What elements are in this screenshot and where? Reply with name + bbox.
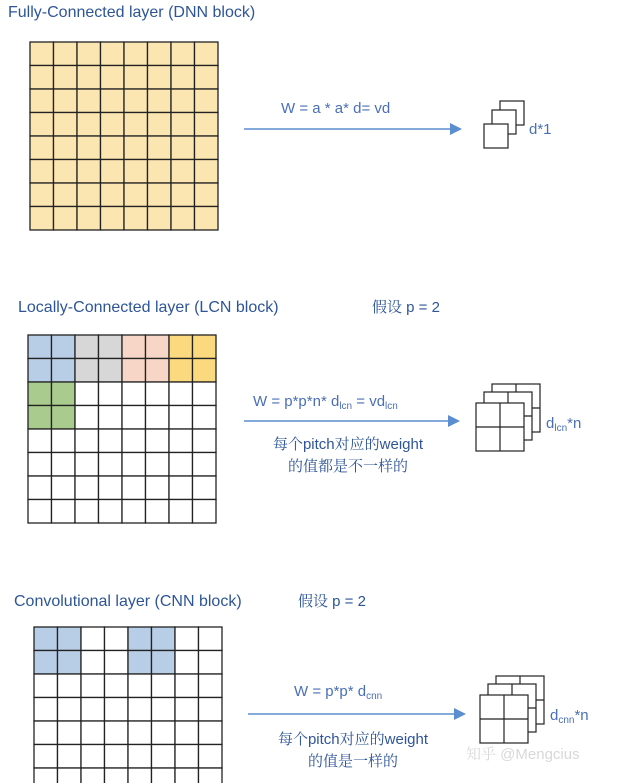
watermark: 知乎 @Mengcius — [466, 746, 580, 763]
grid-cell — [58, 698, 82, 722]
grid-cell — [152, 698, 176, 722]
grid-cell — [152, 674, 176, 698]
grid-cell — [122, 382, 146, 406]
grid-cell — [77, 66, 101, 90]
grid-cell — [101, 42, 125, 66]
grid-cell — [124, 160, 148, 184]
grid-cell — [122, 359, 146, 383]
grid-cell — [199, 698, 223, 722]
grid-cell — [28, 359, 52, 383]
grid-cell — [52, 500, 76, 524]
grid-cell — [99, 406, 123, 430]
grid-cell — [75, 500, 99, 524]
grid-cell — [54, 113, 78, 137]
grid-cell — [152, 745, 176, 769]
grid-cell — [75, 429, 99, 453]
grid-cell — [199, 745, 223, 769]
grid-cell — [169, 429, 193, 453]
grid-cell — [34, 768, 58, 783]
grid-cell — [128, 651, 152, 675]
grid-cell — [28, 429, 52, 453]
grid-cell — [81, 698, 105, 722]
grid-cell — [54, 89, 78, 113]
grid-cell — [34, 745, 58, 769]
grid-cell — [171, 160, 195, 184]
grid-cell — [28, 335, 52, 359]
grid-cell — [171, 207, 195, 231]
grid-cell — [105, 674, 129, 698]
grid-cell — [52, 476, 76, 500]
grid-cell — [52, 453, 76, 477]
lcn-layer-title: Locally-Connected layer (LCN block) — [18, 299, 279, 316]
cnn-stack-label: $d_{cnn}*n$ — [550, 707, 589, 726]
lcn-grid-cells — [28, 335, 216, 523]
grid-cell — [52, 382, 76, 406]
cnn-assumption: 假设 p = 2 — [298, 593, 366, 610]
grid-cell — [128, 745, 152, 769]
grid-cell — [171, 113, 195, 137]
fc-arrow-head — [450, 123, 462, 135]
grid-cell — [148, 89, 172, 113]
grid-cell — [193, 359, 217, 383]
grid-cell — [77, 160, 101, 184]
grid-cell — [171, 136, 195, 160]
grid-cell — [101, 207, 125, 231]
grid-cell — [169, 453, 193, 477]
grid-cell — [128, 698, 152, 722]
grid-cell — [52, 429, 76, 453]
grid-cell — [81, 627, 105, 651]
grid-cell — [81, 651, 105, 675]
grid-cell — [128, 721, 152, 745]
cnn-arrow-head — [454, 708, 466, 720]
grid-cell — [124, 66, 148, 90]
grid-cell — [193, 429, 217, 453]
grid-cell — [58, 674, 82, 698]
grid-cell — [101, 66, 125, 90]
lcn-note: 每个pitch对应的weight 的值都是不一样的 — [272, 436, 424, 475]
grid-cell — [146, 429, 170, 453]
grid-cell — [99, 429, 123, 453]
grid-cell — [75, 453, 99, 477]
grid-cell — [193, 406, 217, 430]
grid-cell — [58, 768, 82, 783]
grid-cell — [175, 698, 199, 722]
grid-cell — [99, 335, 123, 359]
grid-cell — [171, 89, 195, 113]
grid-cell — [105, 651, 129, 675]
grid-cell — [99, 476, 123, 500]
grid-cell — [54, 160, 78, 184]
grid-cell — [101, 183, 125, 207]
grid-cell — [124, 113, 148, 137]
grid-cell — [34, 698, 58, 722]
grid-cell — [169, 406, 193, 430]
grid-cell — [75, 476, 99, 500]
grid-cell — [199, 721, 223, 745]
grid-cell — [105, 745, 129, 769]
grid-cell — [148, 66, 172, 90]
grid-cell — [54, 136, 78, 160]
grid-cell — [152, 721, 176, 745]
grid-cell — [122, 335, 146, 359]
grid-cell — [28, 500, 52, 524]
grid-cell — [75, 335, 99, 359]
cnn-formula: W = p*p* $d_{cnn}$ — [294, 683, 383, 702]
grid-cell — [193, 453, 217, 477]
grid-cell — [169, 359, 193, 383]
fc-grid-cells — [30, 42, 218, 230]
grid-cell — [52, 406, 76, 430]
cnn-note: 每个pitch对应的weight 的值是一样的 — [277, 731, 429, 770]
grid-cell — [146, 335, 170, 359]
grid-cell — [99, 453, 123, 477]
grid-cell — [122, 406, 146, 430]
grid-cell — [54, 207, 78, 231]
grid-cell — [54, 42, 78, 66]
grid-cell — [81, 674, 105, 698]
grid-cell — [169, 382, 193, 406]
grid-cell — [30, 42, 54, 66]
grid-cell — [124, 42, 148, 66]
grid-cell — [148, 207, 172, 231]
grid-cell — [77, 42, 101, 66]
grid-cell — [30, 113, 54, 137]
grid-cell — [75, 359, 99, 383]
grid-cell — [101, 160, 125, 184]
grid-cell — [146, 476, 170, 500]
grid-cell — [77, 183, 101, 207]
grid-cell — [148, 160, 172, 184]
cnn-layer-title: Convolutional layer (CNN block) — [14, 593, 242, 610]
grid-cell — [128, 674, 152, 698]
grid-cell — [195, 89, 219, 113]
grid-cell — [30, 136, 54, 160]
grid-cell — [169, 476, 193, 500]
grid-cell — [199, 674, 223, 698]
grid-cell — [124, 89, 148, 113]
grid-cell — [101, 89, 125, 113]
grid-cell — [199, 768, 223, 783]
grid-cell — [34, 651, 58, 675]
grid-cell — [30, 183, 54, 207]
grid-cell — [105, 721, 129, 745]
grid-cell — [77, 113, 101, 137]
lcn-assumption: 假设 p = 2 — [372, 299, 440, 316]
grid-cell — [175, 674, 199, 698]
grid-cell — [122, 500, 146, 524]
grid-cell — [193, 500, 217, 524]
grid-cell — [34, 627, 58, 651]
grid-cell — [195, 160, 219, 184]
fc-layer-title: Fully-Connected layer (DNN block) — [8, 4, 256, 21]
grid-cell — [28, 406, 52, 430]
grid-cell — [30, 160, 54, 184]
grid-cell — [128, 768, 152, 783]
grid-cell — [101, 136, 125, 160]
grid-cell — [58, 651, 82, 675]
grid-cell — [54, 183, 78, 207]
grid-cell — [169, 500, 193, 524]
grid-cell — [195, 136, 219, 160]
grid-cell — [152, 627, 176, 651]
grid-cell — [105, 768, 129, 783]
lcn-stack-label: $d_{lcn}*n$ — [546, 415, 582, 434]
fc-stack-label: d*1 — [529, 121, 552, 138]
grid-cell — [75, 406, 99, 430]
grid-cell — [169, 335, 193, 359]
grid-cell — [52, 359, 76, 383]
grid-cell — [101, 113, 125, 137]
grid-cell — [105, 698, 129, 722]
grid-cell — [30, 207, 54, 231]
grid-cell — [199, 651, 223, 675]
grid-cell — [58, 721, 82, 745]
grid-cell — [171, 66, 195, 90]
grid-cell — [28, 382, 52, 406]
grid-cell — [148, 183, 172, 207]
cnn-grid-cells — [34, 627, 222, 783]
grid-cell — [30, 66, 54, 90]
grid-cell — [195, 183, 219, 207]
grid-cell — [75, 382, 99, 406]
fc-formula: W = a * a* d= vd — [281, 100, 391, 117]
grid-cell — [152, 651, 176, 675]
grid-cell — [99, 382, 123, 406]
grid-cell — [146, 382, 170, 406]
grid-cell — [30, 89, 54, 113]
grid-cell — [146, 500, 170, 524]
grid-cell — [124, 207, 148, 231]
lcn-formula: W = p*p*n* $d_{lcn} = vd_{lcn}$ — [253, 393, 398, 412]
grid-cell — [77, 89, 101, 113]
grid-cell — [175, 651, 199, 675]
grid-cell — [28, 476, 52, 500]
grid-cell — [152, 768, 176, 783]
grid-cell — [58, 627, 82, 651]
grid-cell — [124, 136, 148, 160]
grid-cell — [58, 745, 82, 769]
grid-cell — [52, 335, 76, 359]
grid-cell — [122, 429, 146, 453]
lcn-arrow-head — [448, 415, 460, 427]
grid-cell — [34, 674, 58, 698]
grid-cell — [195, 207, 219, 231]
grid-cell — [54, 66, 78, 90]
grid-cell — [77, 136, 101, 160]
grid-cell — [199, 627, 223, 651]
grid-cell — [146, 453, 170, 477]
grid-cell — [99, 359, 123, 383]
grid-cell — [148, 113, 172, 137]
grid-cell — [122, 453, 146, 477]
grid-cell — [195, 113, 219, 137]
grid-cell — [195, 66, 219, 90]
grid-cell — [77, 207, 101, 231]
grid-cell — [193, 382, 217, 406]
grid-cell — [175, 627, 199, 651]
grid-cell — [99, 500, 123, 524]
grid-cell — [81, 768, 105, 783]
grid-cell — [171, 42, 195, 66]
grid-cell — [193, 335, 217, 359]
grid-cell — [81, 745, 105, 769]
grid-cell — [175, 768, 199, 783]
grid-cell — [128, 627, 152, 651]
grid-cell — [195, 42, 219, 66]
grid-cell — [146, 406, 170, 430]
grid-cell — [81, 721, 105, 745]
grid-cell — [175, 721, 199, 745]
grid-cell — [193, 476, 217, 500]
grid-cell — [28, 453, 52, 477]
grid-cell — [148, 136, 172, 160]
grid-cell — [124, 183, 148, 207]
grid-cell — [105, 627, 129, 651]
grid-cell — [122, 476, 146, 500]
grid-cell — [146, 359, 170, 383]
grid-cell — [171, 183, 195, 207]
grid-cell — [175, 745, 199, 769]
grid-cell — [148, 42, 172, 66]
grid-cell — [34, 721, 58, 745]
fc-stack-box-front — [484, 124, 508, 148]
